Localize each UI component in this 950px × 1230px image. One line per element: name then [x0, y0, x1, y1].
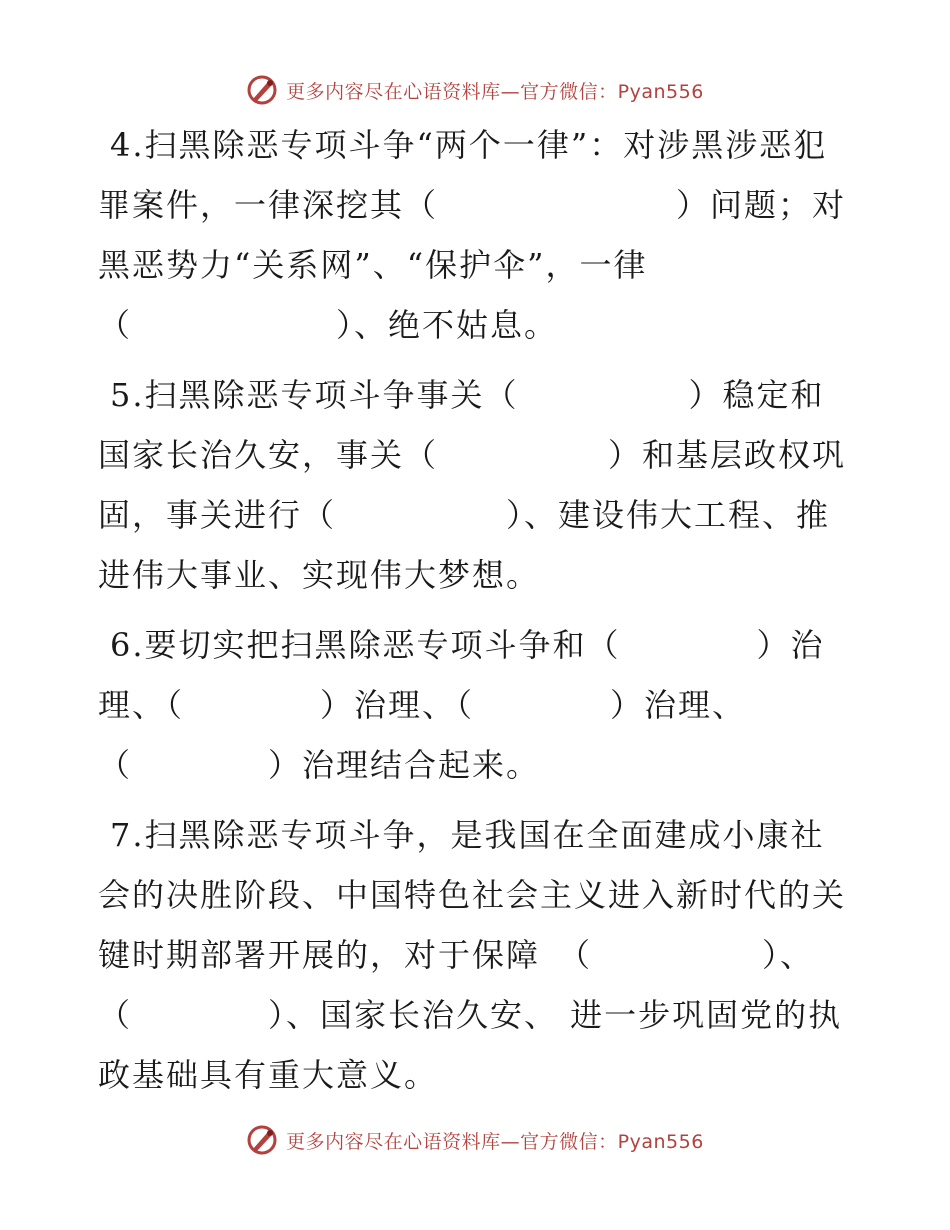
pen-logo-icon — [246, 1124, 278, 1156]
question-text: 扫黑除恶专项斗争“两个一律”：对涉黑涉恶犯罪案件，一律深挖其（ ）问题；对黑恶势力“关系网”、“保护伞”，一律（ ）、绝不姑息。 — [98, 126, 847, 344]
question-number: 5. — [110, 376, 145, 414]
question-text: 扫黑除恶专项斗争，是我国在全面建成小康社会的决胜阶段、中国特色社会主义进入新时代的关键时期部署开展的，对于保障 （ ）、（ ）、国家长治久安、 进一步巩固党的执政基础具有重大意义。 — [98, 816, 847, 1094]
pen-logo-icon — [246, 74, 278, 106]
question-text: 扫黑除恶专项斗争事关（ ）稳定和国家长治久安，事关（ ）和基层政权巩固，事关进行（ ）、建设伟大工程、推进伟大事业、实现伟大梦想。 — [98, 376, 847, 594]
question-5 — [98, 365, 858, 605]
question-4 — [98, 115, 858, 355]
watermark-text: 更多内容尽在心语资料库—官方微信：Pyan556 — [286, 80, 704, 103]
footer-watermark — [0, 1120, 950, 1160]
question-number: 4. — [110, 126, 145, 164]
question-text: 要切实把扫黑除恶专项斗争和（ ）治理、（ ）治理、（ ）治理、（ ）治理结合起来。 — [98, 626, 825, 784]
question-6 — [98, 615, 858, 795]
question-number: 7. — [110, 816, 145, 854]
question-list — [98, 115, 858, 1105]
watermark-text: 更多内容尽在心语资料库—官方微信：Pyan556 — [286, 1130, 704, 1153]
header-watermark — [0, 70, 950, 110]
question-number: 6. — [110, 626, 145, 664]
question-7 — [98, 805, 858, 1105]
